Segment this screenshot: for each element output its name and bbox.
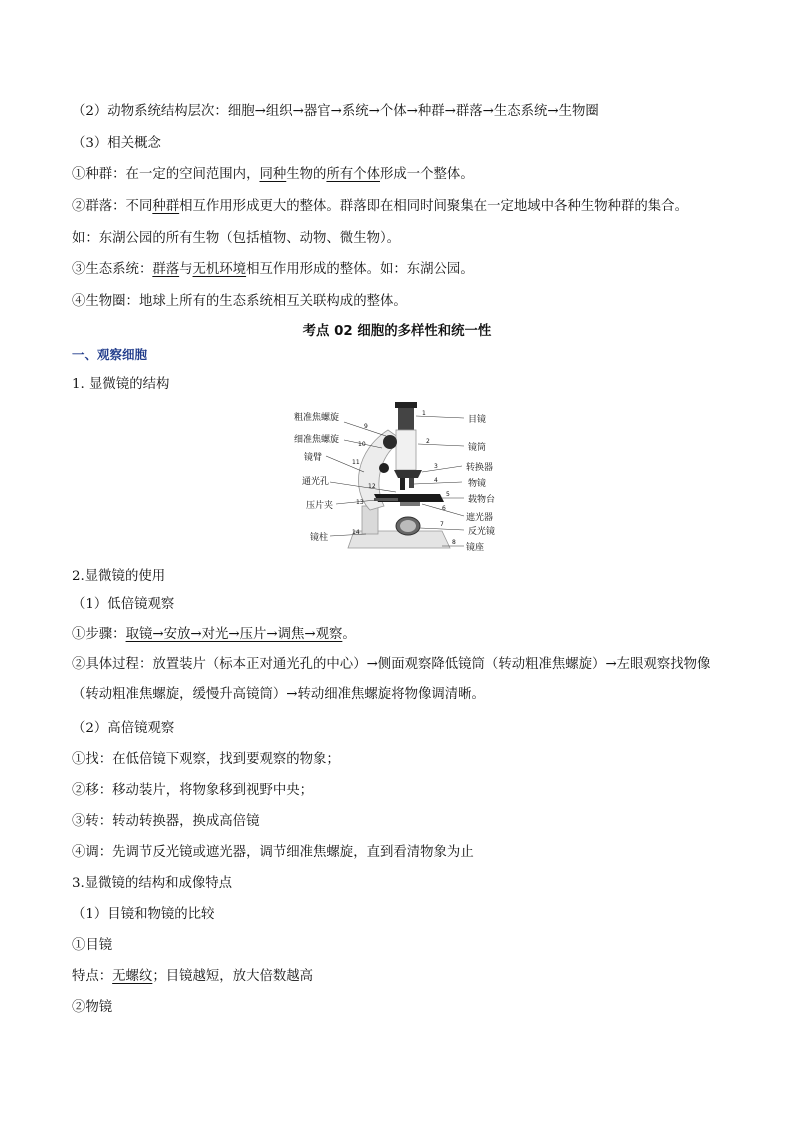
part-number: 12 [368,483,376,490]
label-objective: 物镜 [468,479,487,489]
label-pillar: 镜柱 [310,533,329,543]
text-line: （1）低倍镜观察 [72,597,175,612]
text-line: 特点：无螺纹；目镜越短，放大倍数越高 [72,969,314,984]
part-number: 1 [422,410,426,417]
part-number: 2 [426,438,430,445]
subsection-title: 一、观察细胞 [72,347,148,362]
part-number: 8 [452,539,456,546]
text-line: ①步骤：取镜→安放→对光→压片→调焦→观察。 [72,627,356,642]
text-line: 如：东湖公园的所有生物（包括植物、动物、微生物）。 [72,231,401,246]
section-heading: 考点 02 细胞的多样性和统一性 [302,324,492,339]
label-arm: 镜臂 [304,453,323,463]
label-aperture: 通光孔 [302,477,330,487]
part-number: 9 [364,423,368,430]
part-number: 6 [442,505,446,512]
microscope-diagram [292,398,522,556]
text-line: ④调：先调节反光镜或遮光器，调节细准焦螺旋，直到看清物象为止 [72,845,474,860]
label-coarse-focus: 粗准焦螺旋 [294,413,340,423]
label-nosepiece: 转换器 [466,463,494,473]
text-line: 2.显微镜的使用 [72,569,166,584]
label-stage-clip: 压片夹 [306,501,334,511]
part-number: 7 [440,521,444,528]
text-line: （1）目镜和物镜的比较 [72,907,215,922]
part-number: 5 [446,491,450,498]
microscope-figure [292,398,522,556]
text-line: （2）高倍镜观察 [72,721,175,736]
text-line: ①种群：在一定的空间范围内，同种生物的所有个体形成一个整体。 [72,167,474,182]
text-line: ④生物圈：地球上所有的生态系统相互关联构成的整体。 [72,294,407,309]
text-line: ①找：在低倍镜下观察，找到要观察的物象； [72,752,340,767]
text-line: 3.显微镜的结构和成像特点 [72,876,233,891]
text-line: ②物镜 [72,1000,113,1015]
text-paragraph: ②具体过程：放置装片（标本正对通光孔的中心）→侧面观察降低镜筒（转动粗准焦螺旋）→左眼观察找物像（转动粗准焦螺旋，缓慢升高镜筒）→转动细准焦螺旋将物像调清晰。 [72,657,711,702]
text-line: ①目镜 [72,938,113,953]
label-eyepiece: 目镜 [468,415,487,425]
label-base: 镜座 [466,543,485,553]
text-line: （3）相关概念 [72,136,161,151]
text-line: ③生态系统：群落与无机环境相互作用形成的整体。如：东湖公园。 [72,262,474,277]
label-diaphragm: 遮光器 [466,513,494,523]
text-line: ③转：转动转换器，换成高倍镜 [72,814,260,829]
part-number: 10 [358,441,366,448]
text-line: 1. 显微镜的结构 [72,377,170,392]
part-number: 11 [352,459,360,466]
text-line: （2）动物系统结构层次：细胞→组织→器官→系统→个体→种群→群落→生态系统→生物圈 [72,104,599,119]
label-stage: 载物台 [468,495,496,505]
label-mirror: 反光镜 [468,527,496,537]
part-number: 4 [434,477,438,484]
label-tube: 镜筒 [468,443,487,453]
text-line: ②移：移动装片，将物象移到视野中央； [72,783,314,798]
part-number: 14 [352,529,360,536]
label-fine-focus: 细准焦螺旋 [294,435,340,445]
part-number: 13 [356,499,364,506]
text-line: ②群落：不同种群相互作用形成更大的整体。群落即在相同时间聚集在一定地域中各种生物种群的集合。 [72,199,688,214]
part-number: 3 [434,463,438,470]
